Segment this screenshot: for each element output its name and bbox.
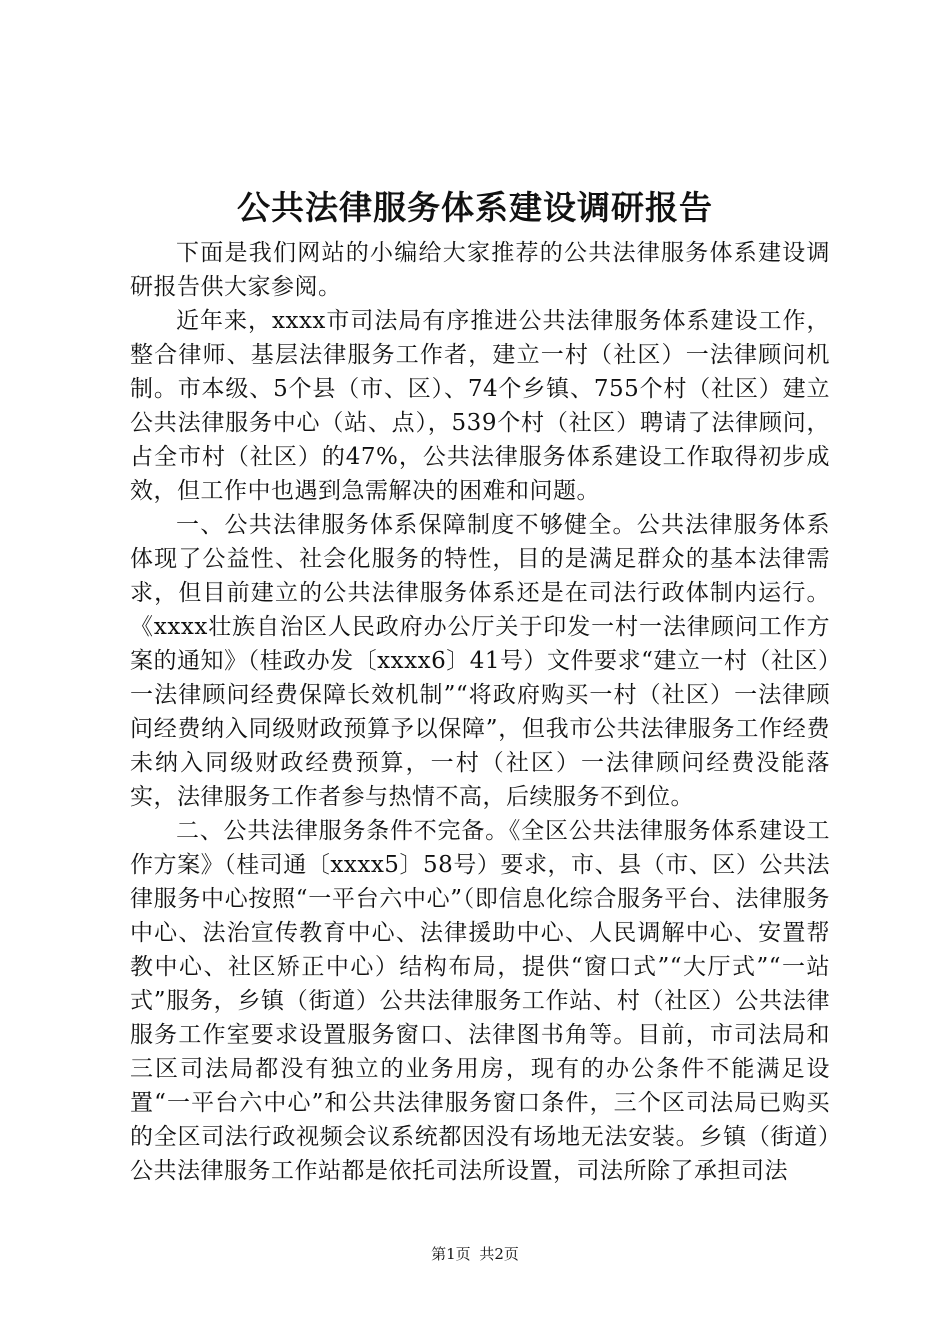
paragraph-intro: 下面是我们网站的小编给大家推荐的公共法律服务体系建设调研报告供大家参阅。 xyxy=(130,240,830,300)
page-footer xyxy=(0,1244,950,1264)
document-body xyxy=(130,236,830,1188)
page-number-current: 第1页 xyxy=(431,1245,471,1263)
paragraph-overview: 近年来，xxxx市司法局有序推进公共法律服务体系建设工作，整合律师、基层法律服务工作者，建立一村（社区）一法律顾问机制。市本级、5个县（市、区）、74个乡镇、755个村（社区）建立公共法律服务中心（站、点），539个村（社区）聘请了法律顾问，占全市村（社区）的47%，公共法律服务体系建设工作取得初步成效，但工作中也遇到急需解决的困难和问题。 xyxy=(130,308,830,504)
page-number-total: 共2页 xyxy=(479,1245,519,1263)
document-title: 公共法律服务体系建设调研报告 xyxy=(237,188,713,227)
paragraph-section-two: 二、公共法律服务条件不完备。《全区公共法律服务体系建设工作方案》（桂司通〔xxxx5〕58号）要求，市、县（市、区）公共法律服务中心按照“一平台六中心”（即信息化综合服务平台、法律服务中心、法治宣传教育中心、法律援助中心、人民调解中心、安置帮教中心、社区矫正中心）结构布局，提供“窗口式”“大厅式”“一站式”服务，乡镇（街道）公共法律服务工作站、村（社区）公共法律服务工作室要求设置服务窗口、法律图书角等。目前，市司法局和三区司法局都没有独立的业务用房，现有的办公条件不能满足设置“一平台六中心”和公共法律服务窗口条件，三个区司法局已购买的全区司法行政视频会议系统都因没有场地无法安装。乡镇（街道）公共法律服务工作站都是依托司法所设置，司法所除了承担司法 xyxy=(130,818,830,1184)
paragraph-section-one: 一、公共法律服务体系保障制度不够健全。公共法律服务体系体现了公益性、社会化服务的特性，目的是满足群众的基本法律需求，但目前建立的公共法律服务体系还是在司法行政体制内运行。《xxxx壮族自治区人民政府办公厅关于印发一村一法律顾问工作方案的通知》（桂政办发〔xxxx6〕41号）文件要求“建立一村（社区）一法律顾问经费保障长效机制”“将政府购买一村（社区）一法律顾问经费纳入同级财政预算予以保障”，但我市公共法律服务工作经费未纳入同级财政经费预算，一村（社区）一法律顾问经费没能落实，法律服务工作者参与热情不高，后续服务不到位。 xyxy=(130,512,830,810)
